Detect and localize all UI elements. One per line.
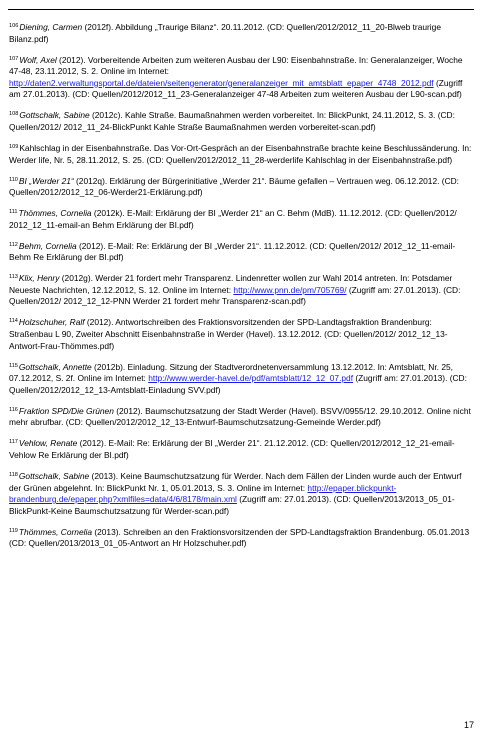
footnote-text-after-link: (Zugriff am: 27.01.2013). (CD: Quellen/2012/ 2012_12_12-PNN Werder 21 fordert mehr Transparenz-scan.pdf) <box>9 284 461 307</box>
footnote-118 <box>9 471 474 517</box>
page-number: 17 <box>463 720 474 730</box>
footnote-text: (2012k). E-Mail: Erklärung der BI „Werder 21“ an C. Behm (MdB). 11.12.2012. (CD: Quellen/2012/ 2012_12_11-email-an Behm Erklärung der BI.pdf) <box>9 208 457 230</box>
footnote-author: BI „Werder 21“ <box>18 175 74 186</box>
footnote-author: Klix, Henry <box>18 273 60 284</box>
footnote-number: 116 <box>9 406 18 413</box>
footnote-number: 107 <box>9 55 19 62</box>
footnote-number: 117 <box>9 439 18 446</box>
footnote-link[interactable]: http://daten2.verwaltungsportal.de/dateien/seitengenerator/generalanzeiger_mit_amtsblatt_epaper_4748_2012.pdf <box>9 77 434 88</box>
footnote-author: Holzschuher, Ralf <box>18 317 85 328</box>
footnote-author: Gottschalk, Annette <box>18 361 92 372</box>
footnote-text: (2012). Baumschutzsatzung der Stadt Werder (Havel). BSVV/0955/12. 29.10.2012. Online nicht mehr abrufbar. (CD: Quellen/2012/2012_12_13-Entwurf-Baumschutzsatzung-Gemeinde Werder.pdf) <box>9 405 471 428</box>
footnote-separator-line <box>8 9 474 10</box>
footnote-119 <box>9 527 474 550</box>
footnote-number: 115 <box>9 362 18 369</box>
footnote-number: 110 <box>9 176 18 183</box>
footnote-text-after-link: (Zugriff am: 27.01.2013). (CD: Quellen/2012/2012_12_13-Amtsblatt-Einladung SVV.pdf) <box>9 373 467 395</box>
footnote-text: (2012g). Werder 21 fordert mehr Transparenz. Lindenretter wollen zur Wahl 2014 antreten. In: Potsdamer Neueste Nachrichten, 12.12.2012, S. 12. Online im Internet: <box>9 273 453 295</box>
footnote-text-after-link: (Zugriff am: 27.01.2013). (CD: Quellen/2013/2013_05_01-BlickPunkt-Keine Baumschutzsatzung für Werder-scan.pdf) <box>9 494 455 516</box>
footnote-author: Thömmes, Cornelia <box>18 208 92 219</box>
footnote-text: (2013). Keine Baumschutzsatzung für Werder. Nach dem Fällen der Linden wurde auch der Entwurf der Grünen abgelehnt. In: BlickPunkt Nr. 1, 05.01.2013, S. 3. Online im Internet: <box>9 470 462 493</box>
footnote-text: (2012). Vorbereitende Arbeiten zum weiteren Ausbau der L90: Eisenbahnstraße. In: Generalanzeiger, Woche 47-48, 23.11.2012, S. 2. Online im Internet: <box>9 54 463 77</box>
footnote-number: 118 <box>9 471 18 478</box>
footnote-text-after-link: (Zugriff am 27.01.2013). (CD: Quellen/2012/2012_11_23-Generalanzeiger 47-48 Arbeiten zum weiteren Ausbau der L90-scan.pdf) <box>9 77 463 100</box>
footnote-111 <box>9 208 474 231</box>
footnote-number: 106 <box>9 23 19 29</box>
footnote-list <box>9 22 474 559</box>
footnote-117 <box>9 438 474 461</box>
footnote-text: (2013). Schreiben an den Fraktionsvorsitzenden der SPD-Landtagsfraktion Brandenburg. 05.01.2013 (CD: Quellen/2013/2013_01_05-Antwort an Hr Holzschuher.pdf) <box>9 526 470 549</box>
footnote-number: 114 <box>9 318 18 325</box>
footnote-author: Wolf, Axel <box>19 54 57 65</box>
footnote-number: 112 <box>9 241 18 248</box>
footnote-author: Diening, Carmen <box>19 22 83 32</box>
footnote-text: (2012f). Abbildung „Traurige Bilanz“. 20.11.2012. (CD: Quellen/2012/2012_11_20-Blweb traurige Bilanz.pdf) <box>9 22 441 44</box>
footnote-112 <box>9 241 474 264</box>
footnote-link[interactable]: http://epaper.blickpunkt-brandenburg.de/epaper.php?xmlfiles=data/4/6/8178/main.xml <box>9 482 397 505</box>
footnote-author: Vehlow, Renate <box>18 438 78 449</box>
footnote-text: (2012). E-Mail: Re: Erklärung der BI „Werder 21“. 11.12.2012. (CD: Quellen/2012/ 2012_12_11-email-Behm Re Erklärung der BI.pdf) <box>9 240 456 263</box>
footnote-110 <box>9 176 474 199</box>
footnote-author: Behm, Cornelia <box>18 240 77 251</box>
footnote-number: 109 <box>9 143 19 150</box>
footnote-number: 108 <box>9 111 19 118</box>
footnote-number: 119 <box>9 527 18 534</box>
footnote-108 <box>9 110 474 133</box>
footnote-link[interactable]: http://www.pnn.de/pm/705769/ <box>233 284 347 295</box>
footnote-116 <box>9 406 474 429</box>
footnote-number: 111 <box>9 209 18 216</box>
footnote-text: (2012c). Kahle Straße. Baumaßnahmen werden vorbereitet. In: BlickPunkt, 24.11.2012, S. 3. (CD: Quellen/2012/ 2012_11_24-BlickPunkt Kahle Straße Baumaßnahmen werden vorbereitet-scan.pdf) <box>9 110 455 132</box>
footnote-author: Gottschalk, Sabine <box>19 110 90 121</box>
footnote-113 <box>9 273 474 308</box>
footnote-109 <box>9 143 474 166</box>
footnote-author: Fraktion SPD/Die Grünen <box>18 405 114 416</box>
footnote-text: Kahlschlag in der Eisenbahnstraße. Das Vor-Ort-Gespräch an der Eisenbahnstraße brachte keine Beschlussänderung. In: Werder life, Nr. 5, 28.11.2012, S. 25. (CD: Quellen/2012/2012_11_28-werderlife Kahlschlag in der Eisenbahnstraße.pdf) <box>9 142 472 165</box>
footnote-text: (2012). Antwortschreiben des Fraktionsvorsitzenden der SPD-Landtagsfraktion Brandenburg: Straßenbau L 90, Zweiter Abschnitt Eisenbahnstraße in Werder (Havel). 13.12.2012. (CD: Quellen/2012/ 2012_12_13-Antwort-Frau-Thömmes.pdf) <box>9 317 448 351</box>
footnote-106 <box>9 22 474 45</box>
footnote-author: Thömmes, Cornelia <box>18 526 92 537</box>
footnote-text: (2012q). Erklärung der Bürgerinitiative „Werder 21“. Bäume gefallen – Vertrauen weg. 06.12.2012. (CD: Quellen/2012/2012_12_06-Werder21-Erklärung.pdf) <box>9 175 459 198</box>
footnote-115 <box>9 362 474 397</box>
footnote-author: Gottschalk, Sabine <box>18 470 90 481</box>
footnote-text: (2012). E-Mail: Re: Erklärung der BI „Werder 21“. 21.12.2012. (CD: Quellen/2012/2012_12_21-email-Vehlow Re Erklärung der BI.pdf) <box>9 438 455 460</box>
footnote-107 <box>9 55 474 101</box>
footnote-number: 113 <box>9 274 18 281</box>
footnote-link[interactable]: http://www.werder-havel.de/pdf/amtsblatt/12_12_07.pdf <box>148 373 354 384</box>
footnote-text: (2012b). Einladung. Sitzung der Stadtverordnetenversammlung 13.12.2012. In: Amtsblatt, Nr. 25, 07.12.2012, S. 2f. Online im Internet: <box>9 361 453 384</box>
footnote-114 <box>9 317 474 352</box>
